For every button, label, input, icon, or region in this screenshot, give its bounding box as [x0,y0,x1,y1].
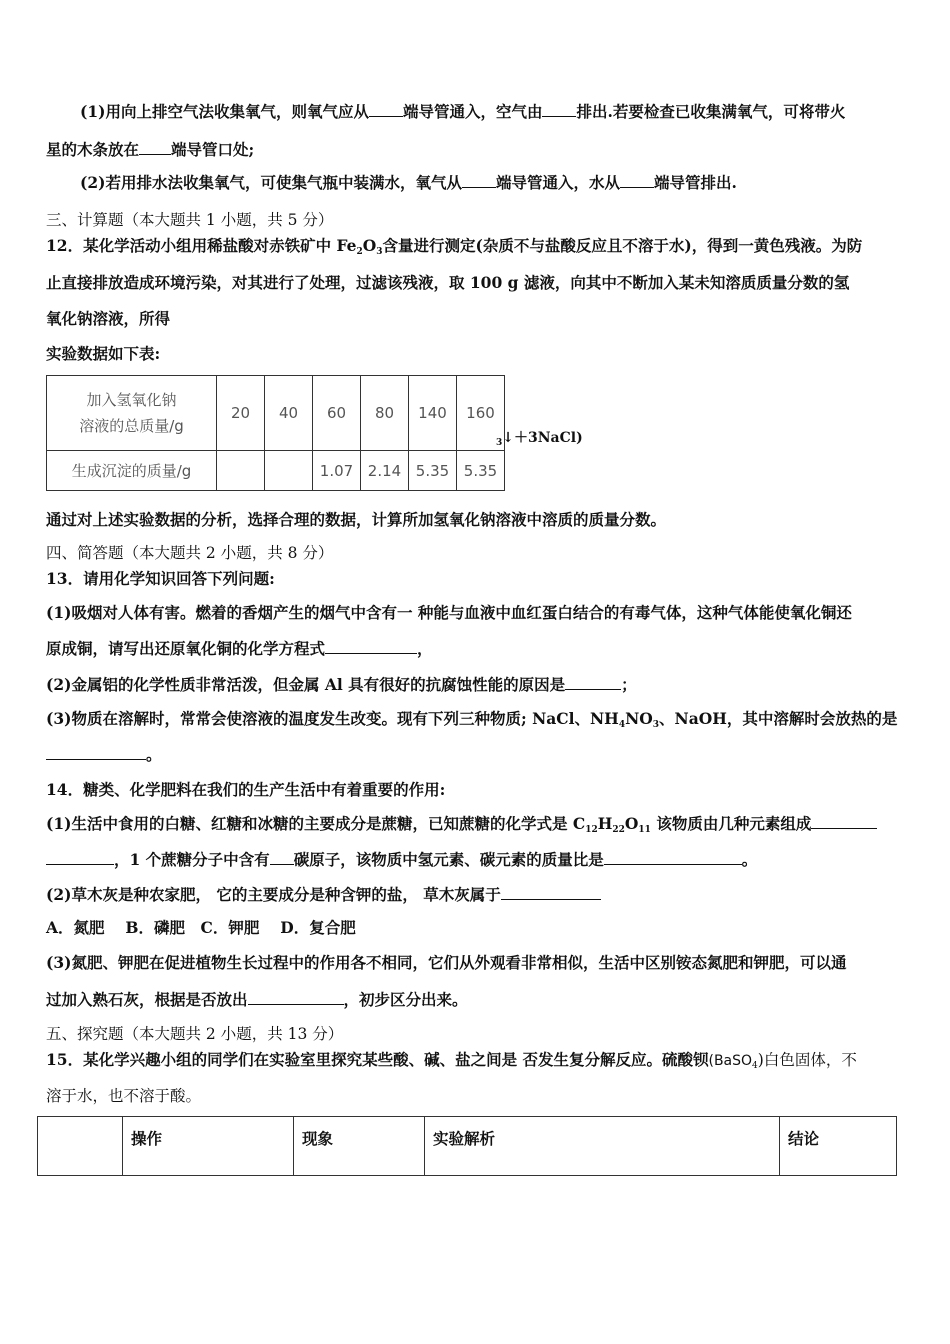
answer-blank[interactable] [369,102,403,117]
table-cell: 40 [265,376,313,451]
answer-blank[interactable] [139,140,171,155]
q11-part2: (2)若用排水法收集氧气，可使集气瓶中装满水，氧气从 端导管通入，水从 端导管排出. [80,173,737,192]
table-cell: 5.35 [409,451,457,491]
q12-line2: 止直接排放造成环境污染，对其进行了处理，过滤该残液，取 100 g 滤液，向其中不断加入某未知溶质质量分数的氢 [46,273,850,292]
answer-blank[interactable] [46,745,146,760]
table-cell: 140 [409,376,457,451]
answer-blank[interactable] [325,639,417,654]
q13-part1-line2: 原成铜，请写出还原氧化铜的化学方程式 ， [46,639,433,658]
answer-blank[interactable] [565,675,621,690]
q15-line2: 溶于水，也不溶于酸。 [46,1087,202,1105]
q14-part3-line1: (3)氮肥、钾肥在促进植物生长过程中的作用各不相同，它们从外观看非常相似，生活中区别铵态氮肥和钾肥，可以通 [46,953,847,972]
table-cell: 80 [361,376,409,451]
table-cell: 60 [313,376,361,451]
section-title-calculation: 三、计算题（本大题共 1 小题，共 5 分） [46,211,334,229]
equation-fragment: $_3$↓＋3NaCl) [496,430,583,448]
table-cell [265,451,313,491]
table-cell: 1.07 [313,451,361,491]
table-header-cell: 结论 [780,1117,897,1176]
table-header-cell: 实验解析 [425,1117,780,1176]
q12-task: 通过对上述实验数据的分析，选择合理的数据，计算所加氢氧化钠溶液中溶质的质量分数。 [46,510,667,529]
answer-blank[interactable] [46,850,114,865]
q13-part2: (2)金属铝的化学性质非常活泼，但金属 Al 具有很好的抗腐蚀性能的原因是 ； [46,675,637,694]
section-title-short-answer: 四、简答题（本大题共 2 小题，共 8 分） [46,544,334,562]
table-header-cell: 现象 [294,1117,425,1176]
section-title-inquiry: 五、探究题（本大题共 2 小题，共 13 分） [46,1025,344,1043]
q11-part1-line2: 星的木条放在 端导管口处; [46,140,255,159]
q14-intro: 14．糖类、化学肥料在我们的生产生活中有着重要的作用: [46,780,446,799]
answer-blank[interactable] [501,885,601,900]
table-header-cell: 操作 [123,1117,294,1176]
answer-blank[interactable] [620,173,654,188]
table-header-row [38,1117,897,1176]
q11-part1-line1: (1)用向上排空气法收集氧气，则氧气应从 端导管通入，空气由 排出.若要检查已收集满氧气，可将带火 [80,102,846,121]
q14-part2: (2)草木灰是种农家肥， 它的主要成分是种含钾的盐， 草木灰属于 [46,885,601,905]
answer-blank[interactable] [270,850,294,865]
q14-part1-line1: (1)生活中食用的白糖、红糖和冰糖的主要成分是蔗糖，已知蔗糖的化学式是 $C_{12}H_{22}O_{11}$ 该物质由几种元素组成 [46,814,877,840]
experiment-report-table [37,1116,897,1176]
q13-part3-line2: 。 [46,745,162,765]
table-row [47,451,505,491]
table-cell: 5.35 [457,451,505,491]
table-row-label: 生成沉淀的质量/g [47,451,217,491]
table-header-cell [38,1117,123,1176]
answer-blank[interactable] [604,850,742,865]
q12-line3: 氧化钠溶液，所得 [46,309,171,328]
answer-blank[interactable] [542,102,576,117]
answer-blank[interactable] [248,990,344,1005]
table-row [47,376,505,451]
q13-part3-line1: (3)物质在溶解时，常常会使溶液的温度发生改变。现有下列三种物质; NaCl、$NH_4NO_3$、NaOH，其中溶解时会放热的是 [46,709,898,730]
q12-data-label: 实验数据如下表: [46,344,161,363]
q12-line1: 12．某化学活动小组用稀盐酸对赤铁矿中 $Fe_2O_3$含量进行测定(杂质不与盐酸反应且不溶于水)，得到一黄色残液。为防 [46,236,863,257]
table-cell [217,451,265,491]
q14-part3-line2: 过加入熟石灰，根据是否放出 ，初步区分出来。 [46,990,468,1009]
q14-options[interactable]: A．氮肥 B．磷肥 C．钾肥 D．复合肥 [46,918,356,937]
q13-part1-line1: (1)吸烟对人体有害。燃着的香烟产生的烟气中含有一 种能与血液中血红蛋白结合的有毒气体，这种气体能使氧化铜还 [46,603,852,622]
q14-part1-line2: ，1 个蔗糖分子中含有 碳原子，该物质中氢元素、碳元素的质量比是 。 [46,850,757,870]
table-cell: 160 [457,376,505,451]
answer-blank[interactable] [811,814,877,829]
experiment-data-table [46,375,505,491]
table-row-label: 加入氢氧化钠 溶液的总质量/g [47,376,217,451]
table-cell: 2.14 [361,451,409,491]
table-cell: 20 [217,376,265,451]
q13-intro: 13．请用化学知识回答下列问题: [46,569,275,588]
q15-line1: 15．某化学兴趣小组的同学们在实验室里探究某些酸、碱、盐之间是 否发生复分解反应。硫酸钡(BaSO$_4$)白色固体，不 [46,1050,857,1071]
answer-blank[interactable] [462,173,496,188]
